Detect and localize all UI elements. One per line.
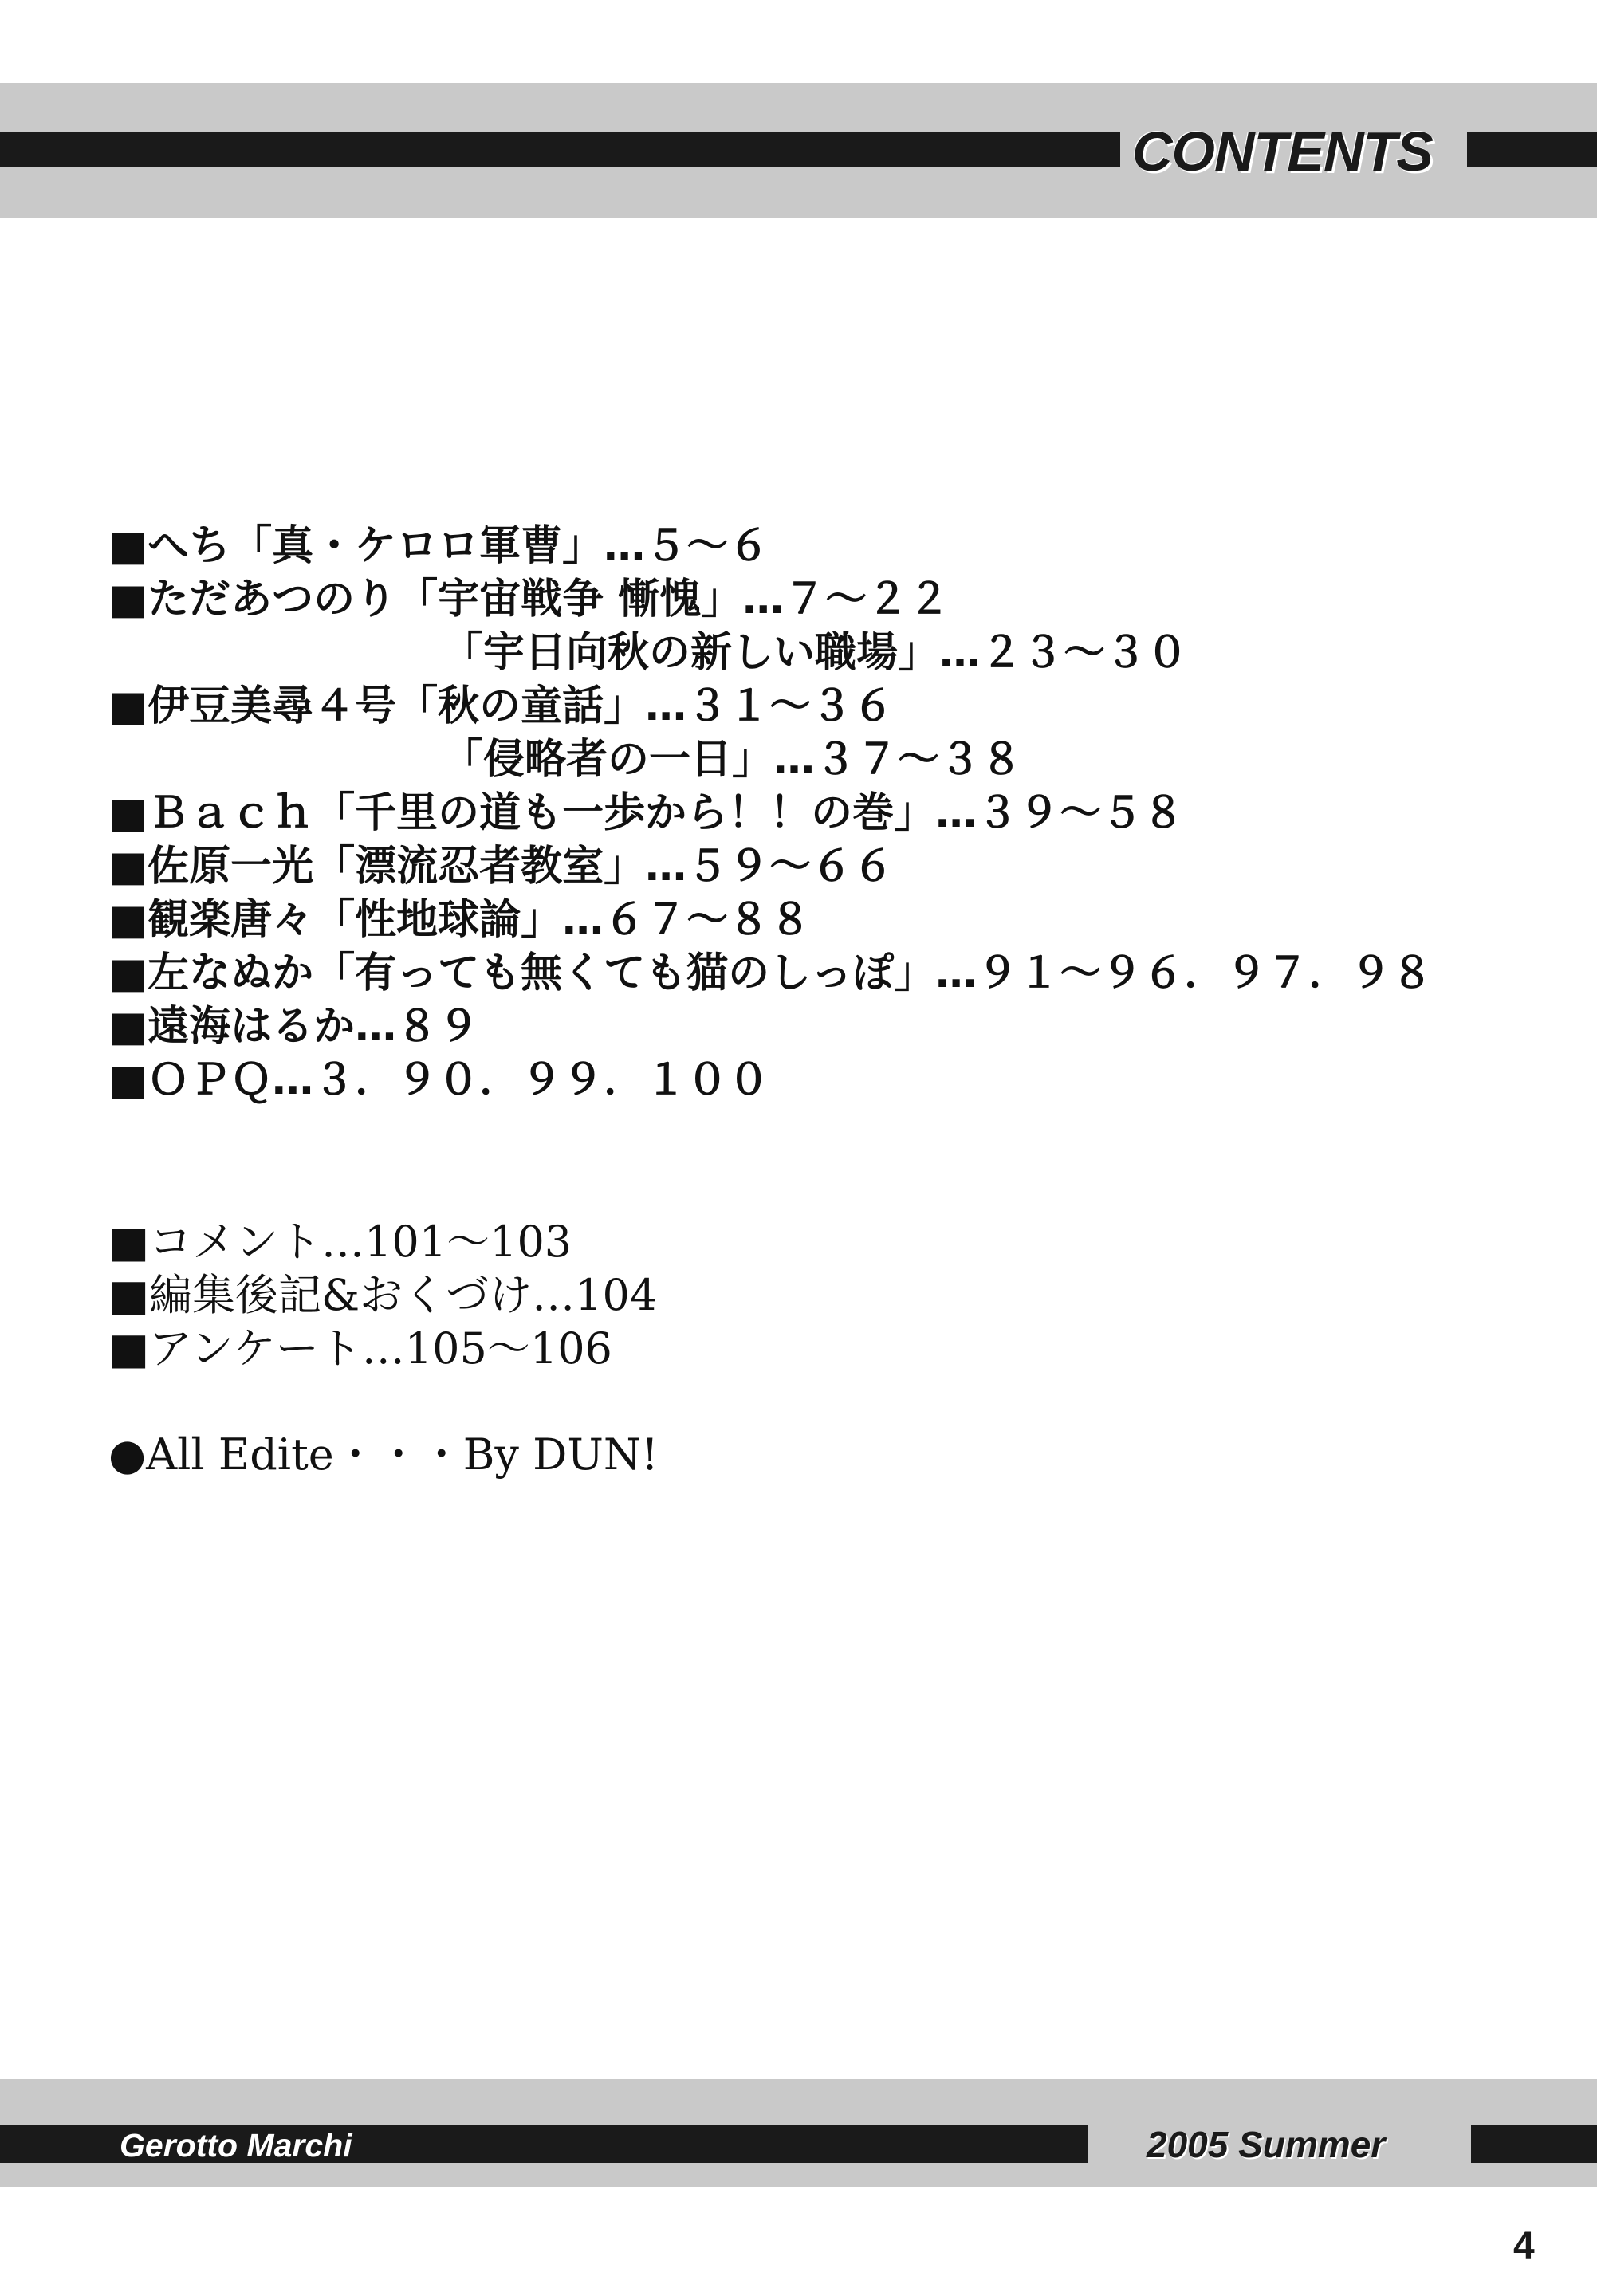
page-number: 4 (1513, 2225, 1535, 2267)
contents-list (108, 520, 1583, 1107)
header-bar-left (0, 132, 1120, 167)
extras-item: ■編集後記&おくづけ…104 (108, 1270, 658, 1320)
extras-item: ■コメント…101～103 (108, 1217, 572, 1267)
contents-item: ■伊豆美尋４号「秋の童話」…３１～３６ (108, 682, 895, 730)
footer-title: Gerotto Marchi (120, 2127, 352, 2164)
contents-item: ■へち「真・ケロロ軍曹」…５～６ (108, 522, 770, 570)
extras-list (108, 1215, 1583, 1375)
page-title: CONTENTS (1132, 120, 1433, 183)
footer-issue: 2005 Summer (1147, 2124, 1386, 2165)
credit-line: ●All Edite・・・By DUN! (108, 1429, 659, 1480)
contents-item: 「侵略者の一日」…３７～３８ (442, 736, 1023, 784)
contents-item: ■ただあつのり「宇宙戦争 慚愧」…７～２２ (108, 576, 950, 623)
footer-bar-right (1471, 2125, 1597, 2163)
contents-item: ■佐原一光「漂流忍者教室」…５９～６６ (108, 843, 895, 890)
header-bar-right (1467, 132, 1597, 167)
contents-item: ■観楽唐々「性地球論」…６７～８８ (108, 896, 812, 944)
contents-item: ■ＯＰＱ…３．９０．９９．１００ (108, 1056, 770, 1104)
contents-item: ■Ｂａｃｈ「千里の道も一歩から！！の巻」…３９～５８ (108, 789, 1185, 837)
contents-item: ■左なぬか「有っても無くても猫のしっぽ」…９１～９６．９７．９８ (108, 949, 1434, 997)
contents-item: ■遠海はるか…８９ (108, 1003, 480, 1051)
contents-item: 「宇日向秋の新しい職場」…２３～３０ (442, 629, 1189, 677)
extras-item: ■アンケート…105～106 (108, 1323, 612, 1374)
